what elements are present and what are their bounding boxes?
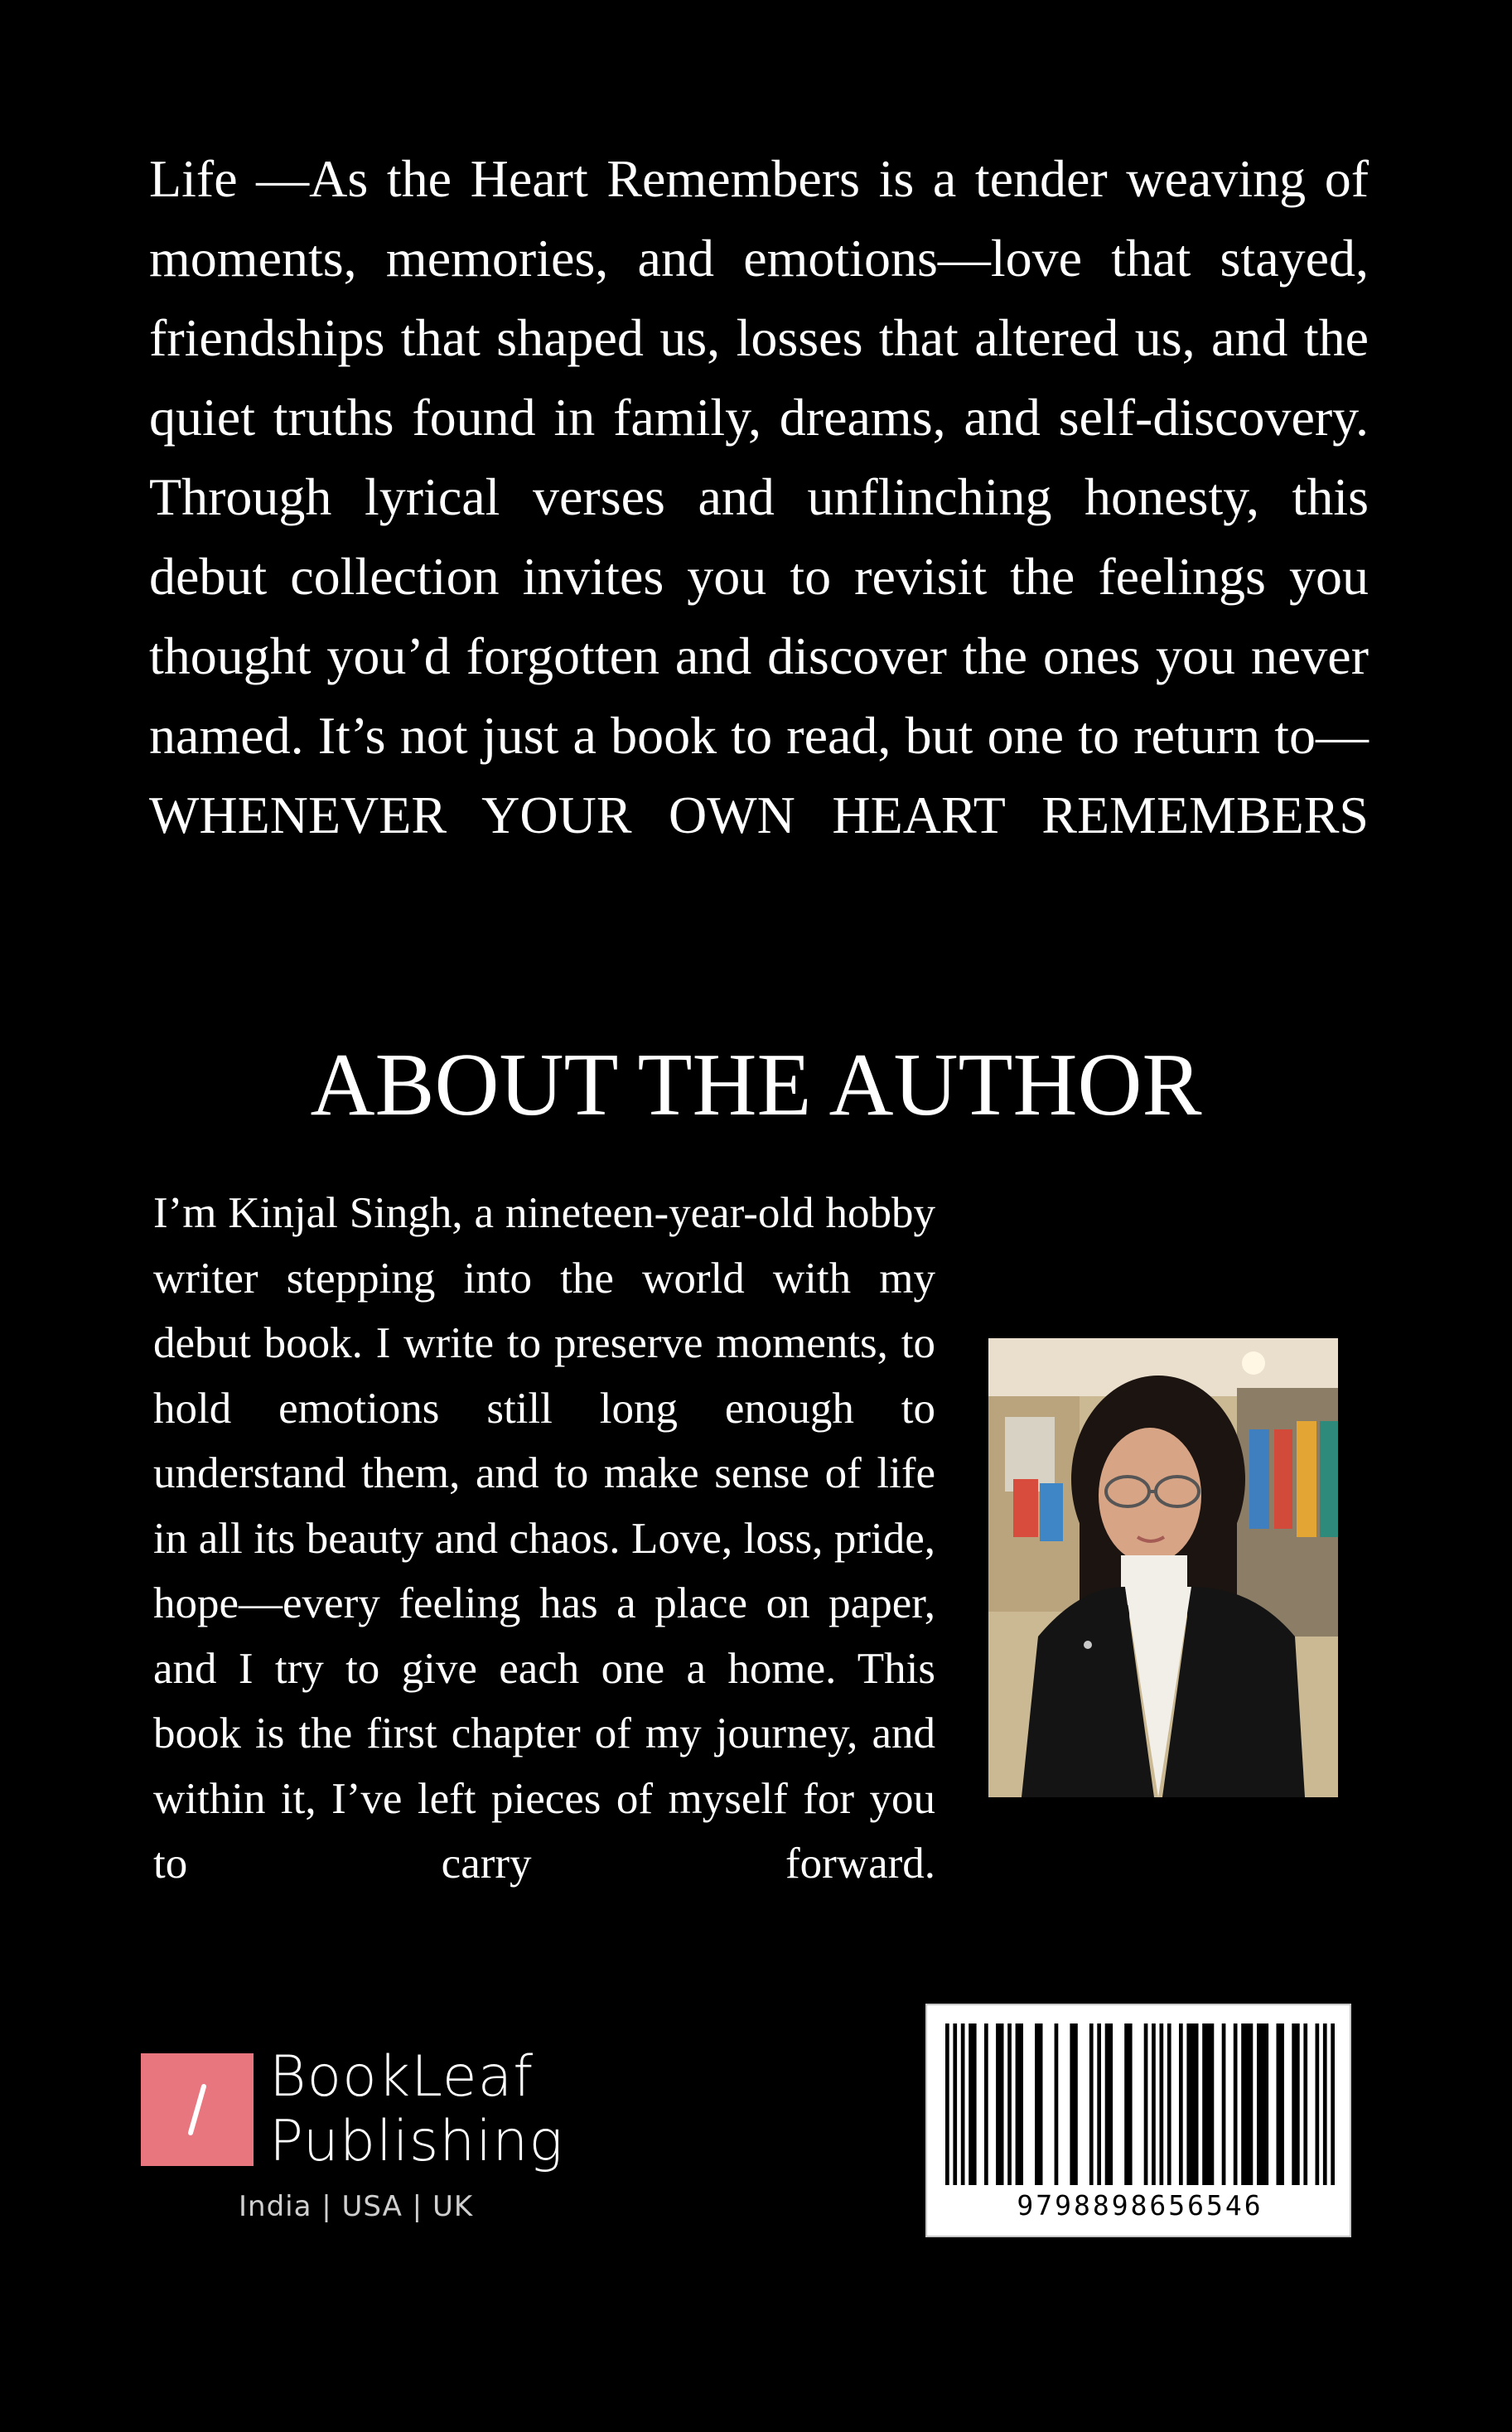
barcode-bar bbox=[1055, 2023, 1059, 2185]
barcode-bar bbox=[1331, 2023, 1335, 2185]
barcode-bar bbox=[1292, 2023, 1299, 2185]
author-bio: I’m Kinjal Singh, a nineteen-year-old hobby writer stepping into the world with my debut book. I write to preserve moments, to hold emotions still long enough to understand them, and to make sense of life in all its beauty and chaos. Love, loss, pride, hope—every feeling has a place on paper, and I try to give each one a home. This book is the first chapter of my journey, and within it, I’ve left pieces of myself for you to carry forward. bbox=[153, 1189, 935, 1888]
barcode-bar bbox=[969, 2023, 976, 2185]
barcode-bar bbox=[1241, 2023, 1253, 2185]
isbn-barcode bbox=[925, 2004, 1351, 2237]
barcode-bar bbox=[984, 2023, 988, 2185]
barcode-bar bbox=[1144, 2023, 1148, 2185]
publisher-name-line2: Publishing bbox=[269, 2109, 564, 2174]
barcode-bar bbox=[1323, 2023, 1327, 2185]
publisher-name-line1: BookLeaf bbox=[269, 2044, 534, 2110]
barcode-bar bbox=[1152, 2023, 1156, 2185]
barcode-bar bbox=[1160, 2023, 1164, 2185]
barcode-bar bbox=[1035, 2023, 1042, 2185]
barcode-bar bbox=[1316, 2023, 1320, 2185]
barcode-bar bbox=[1234, 2023, 1238, 2185]
barcode-bar bbox=[1257, 2023, 1268, 2185]
barcode-bar bbox=[1089, 2023, 1094, 2185]
about-author-heading: ABOUT THE AUTHOR bbox=[310, 1036, 1202, 1134]
isbn-number: 9798898656546 bbox=[1017, 2189, 1263, 2222]
publisher-name bbox=[269, 2045, 563, 2174]
author-photo bbox=[988, 1338, 1338, 1797]
barcode-bar bbox=[1105, 2023, 1113, 2185]
barcode-bar bbox=[1097, 2023, 1101, 2185]
barcode-bar bbox=[953, 2023, 957, 2185]
publisher-logo bbox=[141, 2044, 572, 2236]
barcode-bar bbox=[1007, 2023, 1012, 2185]
barcode-bar bbox=[1016, 2023, 1023, 2185]
barcode-bar bbox=[945, 2023, 949, 2185]
barcode-bar bbox=[1186, 2023, 1198, 2185]
book-blurb: Life —As the Heart Remembers is a tender weaving of moments, memories, and emotions—love that stayed, friendships that shaped us, losses that altered us, and the quiet truths found in family, dreams, and self-discovery. Through lyrical verses and unflinching honesty, this debut collection invites you to revisit the feelings you thought you’d forgotten and discover the ones you never named. It’s not just a book to read, but one to return to—WHENEVER YOUR OWN HEART REMEMBERS bbox=[149, 149, 1369, 844]
barcode-bar bbox=[1179, 2023, 1183, 2185]
barcode-bar bbox=[1277, 2023, 1284, 2185]
barcode-bar bbox=[1303, 2023, 1307, 2185]
barcode-bar bbox=[996, 2023, 1003, 2185]
publisher-regions: India | USA | UK bbox=[239, 2190, 474, 2223]
publisher-mark-icon bbox=[141, 2053, 254, 2166]
barcode-bars bbox=[945, 2023, 1335, 2185]
barcode-bar bbox=[1070, 2023, 1077, 2185]
barcode-bar bbox=[961, 2023, 965, 2185]
barcode-bar bbox=[1167, 2023, 1171, 2185]
barcode-bar bbox=[1202, 2023, 1214, 2185]
barcode-bar bbox=[1124, 2023, 1132, 2185]
barcode-bar bbox=[1222, 2023, 1226, 2185]
